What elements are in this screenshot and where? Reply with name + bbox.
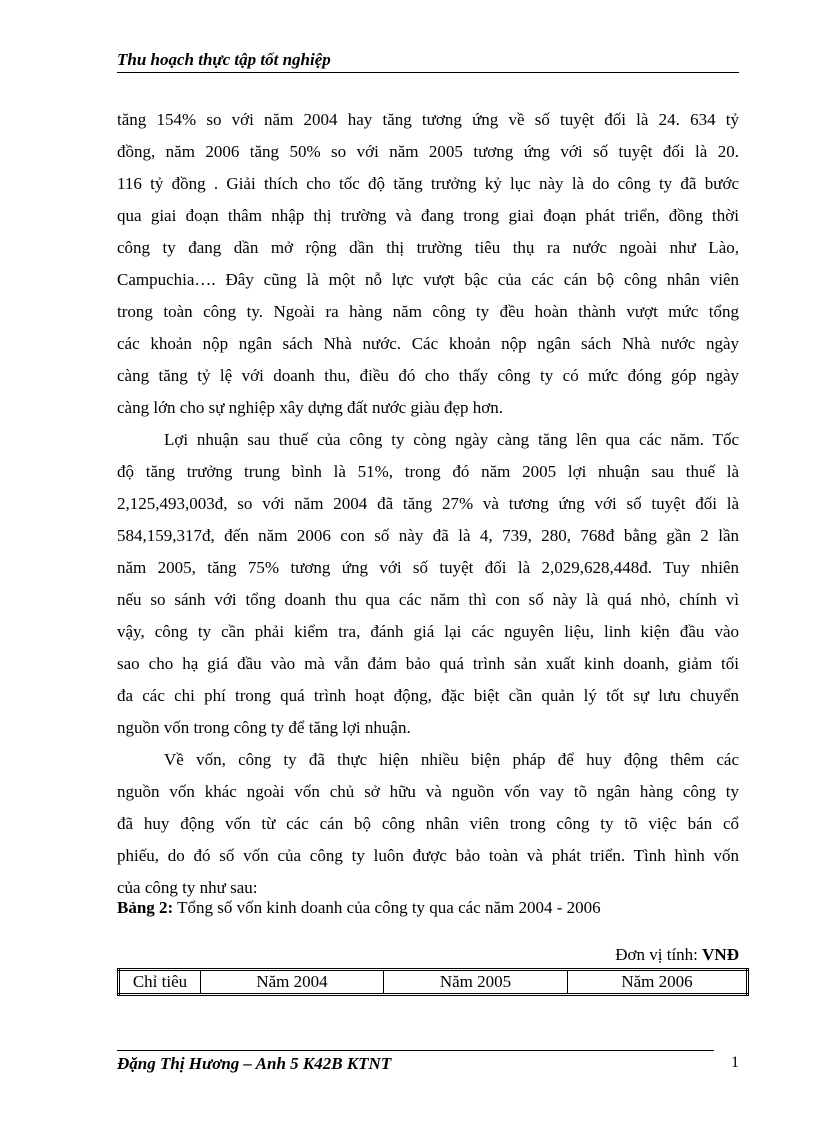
header-cell: Năm 2005	[384, 970, 568, 995]
text-line: độ tăng trưởng trung bình là 51%, trong đó năm 2005 lợi nhuận sau thuế là	[117, 462, 739, 481]
table-header-row	[119, 970, 748, 995]
text-line: năm 2005, tăng 75% tương ứng với số tuyệt đối là 2,029,628,448đ. Tuy nhiên	[117, 558, 739, 577]
capital-table	[117, 968, 749, 996]
text-line: 2,125,493,003đ, so với năm 2004 đã tăng 27% và tương ứng với số tuyệt đối là	[117, 494, 739, 513]
text-line: công ty đang dần mở rộng dần thị trường tiêu thụ ra nước ngoài như Lào,	[117, 238, 739, 257]
text-line: 116 tỷ đồng . Giải thích cho tốc độ tăng trưởng kỷ lục này là do công ty đã bước	[117, 174, 739, 193]
text-line: của công ty như sau:	[117, 878, 258, 897]
unit-label: Đơn vị tính:	[615, 945, 703, 964]
text-line: sao cho hạ giá đầu vào mà vẫn đảm bảo quá trình sản xuất kinh doanh, giảm tối	[117, 654, 739, 673]
text-line: nguồn vốn trong công ty để tăng lợi nhuận.	[117, 718, 411, 737]
text-line: các khoản nộp ngân sách Nhà nước. Các khoản nộp ngân sách Nhà nước ngày	[117, 334, 739, 353]
text-line: vậy, công ty cần phải kiểm tra, đánh giá lại các nguyên liệu, linh kiện đầu vào	[117, 622, 739, 641]
text-line: tăng 154% so với năm 2004 hay tăng tương ứng về số tuyệt đối là 24. 634 tỷ	[117, 110, 739, 129]
text-line: đa các chi phí trong quá trình hoạt động, đặc biệt cần quản lý tốt sự lưu chuyển	[117, 686, 739, 705]
text-line: càng tăng tỷ lệ với doanh thu, điều đó cho thấy công ty có mức đóng góp ngày	[117, 366, 739, 385]
unit-note	[615, 945, 739, 965]
text-line: phiếu, do đó số vốn của công ty luôn được bảo toàn và phát triển. Tình hình vốn	[117, 846, 739, 865]
text-line: đồng, năm 2006 tăng 50% so với năm 2005 tương ứng với số tuyệt đối là 20.	[117, 142, 739, 161]
text-line: Về vốn, công ty đã thực hiện nhiều biện pháp để huy động thêm các	[164, 750, 739, 769]
text-line: qua giai đoạn thâm nhập thị trường và đang trong giai đoạn phát triển, đồng thời	[117, 206, 739, 225]
header-cell: Năm 2004	[201, 970, 384, 995]
table-caption	[117, 898, 601, 918]
header-cell: Chỉ tiêu	[119, 970, 201, 995]
footer-author: Đặng Thị Hương – Anh 5 K42B KTNT	[117, 1054, 392, 1073]
body-text	[117, 104, 739, 904]
text-line: Lợi nhuận sau thuế của công ty còng ngày càng tăng lên qua các năm. Tốc	[164, 430, 739, 449]
caption-label: Bảng 2:	[117, 898, 174, 917]
footer-rule	[117, 1050, 714, 1051]
text-line: càng lớn cho sự nghiệp xây dựng đất nước giàu đẹp hơn.	[117, 398, 504, 417]
header-cell: Năm 2006	[568, 970, 748, 995]
page-number: 1	[731, 1054, 739, 1071]
text-line: nguồn vốn khác ngoài vốn chủ sở hữu và nguồn vốn vay tõ ngân hàng công ty	[117, 782, 739, 801]
text-line: đã huy động vốn từ các cán bộ công nhân viên trong công ty tõ việc bán cổ	[117, 814, 739, 833]
text-line: 584,159,317đ, đến năm 2006 con số này đã là 4, 739, 280, 768đ bằng gần 2 lần	[117, 526, 739, 545]
unit-value: VNĐ	[702, 945, 739, 964]
text-line: trong toàn công ty. Ngoài ra hàng năm công ty đều hoàn thành vượt mức tổng	[117, 302, 739, 321]
text-line: Campuchia…. Đây cũng là một nỗ lực vượt bậc của các cán bộ công nhân viên	[117, 270, 739, 289]
caption-text: Tổng số vốn kinh doanh của công ty qua các năm 2004 - 2006	[173, 898, 601, 917]
text-line: nếu so sánh với tổng doanh thu qua các năm thì con số này là quá nhỏ, chính vì	[117, 590, 739, 609]
page-header: Thu hoạch thực tập tốt nghiệp	[117, 50, 739, 73]
